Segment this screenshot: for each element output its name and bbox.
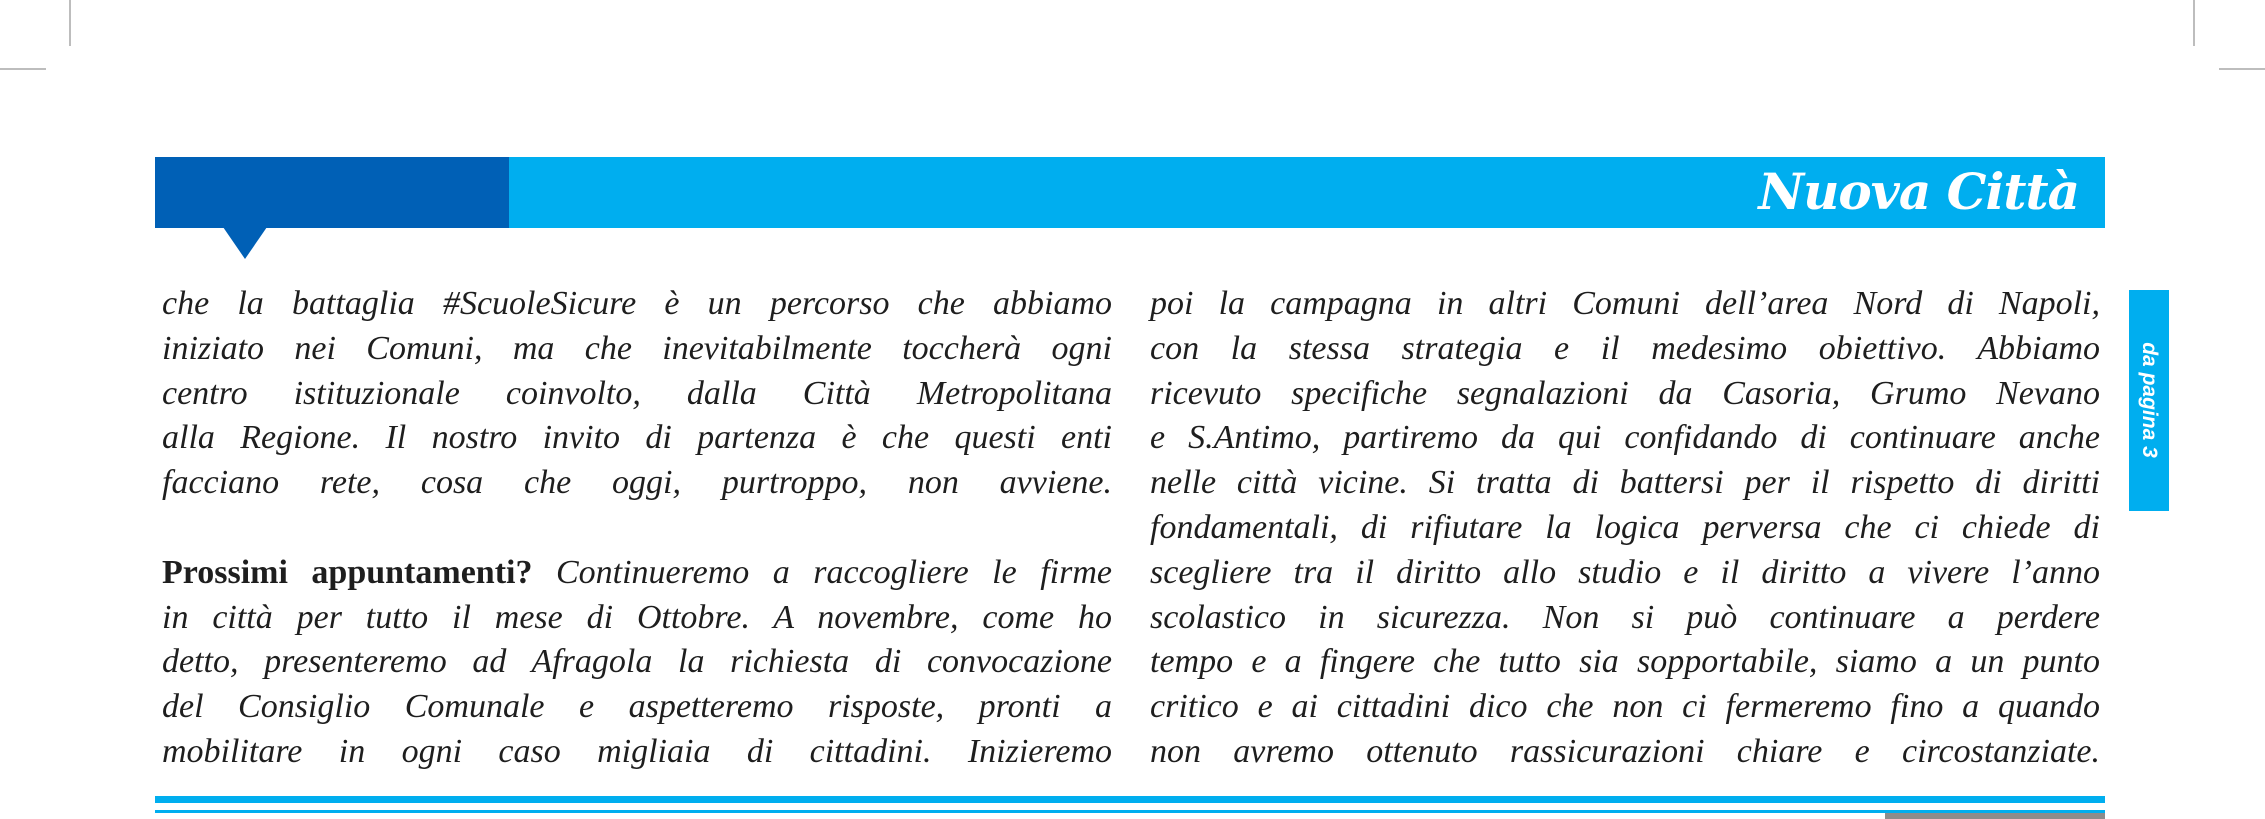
question-line [162,551,1112,596]
text-line: centro istituzionale coinvolto, dalla Città Metropolitana [162,374,1112,412]
text-line: nelle città vicine. Si tratta di battersi per il rispetto di diritti [1150,464,2100,502]
text-line: poi la campagna in altri Comuni dell’area Nord di Napoli, [1150,285,2100,322]
text-line: alla Regione. Il nostro invito di partenza è che questi enti [162,419,1112,457]
text-line: in città per tutto il mese di Ottobre. A novembre, come ho [162,598,1112,636]
continued-from-label: da pagina 3 [2138,342,2161,458]
article-column-right [1150,282,2100,775]
text-line: tempo e a fingere che tutto sia sopportabile, siamo a un punto [1150,643,2100,681]
footer-rule-thin [155,810,2105,813]
text-line: scegliere tra il diritto allo studio e il diritto a vivere l’anno [1150,553,2100,591]
text-line: detto, presenteremo ad Afragola la richiesta di convocazione [162,643,1112,681]
text-line: mobilitare in ogni caso migliaia di cittadini. Inizieremo [162,732,1112,770]
text-line: facciano rete, cosa che oggi, purtroppo, non avviene. [162,464,1112,502]
text-line: e S.Antimo, partiremo da qui confidando di continuare anche [1150,419,2100,457]
text-line: iniziato nei Comuni, ma che inevitabilmente toccherà ogni [162,329,1112,367]
crop-mark-top-left-vertical [69,0,71,46]
paragraph-gap [162,506,1112,551]
text-line: critico e ai cittadini dico che non ci fermeremo fino a quando [1150,688,2100,726]
header-band-accent [155,157,509,228]
crop-mark-right-horizontal [2219,68,2265,70]
crop-mark-left-horizontal [0,68,46,70]
article-column-left [162,282,1112,775]
answer-start: Continueremo a raccogliere le firme [555,553,1112,591]
text-line: fondamentali, di rifiutare la logica perversa che ci chiede di [1150,508,2100,546]
interview-question: Prossimi appuntamenti? [162,553,533,591]
footer-rule [155,796,2105,803]
text-line: con la stessa strategia e il medesimo obiettivo. Abbiamo [1150,329,2100,367]
text-line: scolastico in sicurezza. Non si può continuare a perdere [1150,598,2100,636]
text-line: ricevuto specifiche segnalazioni da Casoria, Grumo Nevano [1150,374,2100,412]
header-pointer-icon [223,227,267,259]
text-line: del Consiglio Comunale e aspetteremo risposte, pronti a [162,688,1112,726]
footer-gray-bar [1885,813,2105,819]
text-line: che la battaglia #ScuoleSicure è un percorso che abbiamo [162,285,1112,322]
text-line: non avremo ottenuto rassicurazioni chiare e circostanziate. [1150,732,2100,770]
masthead-logo: Nuova Città [1758,162,2079,221]
crop-mark-top-right-vertical [2193,0,2195,46]
